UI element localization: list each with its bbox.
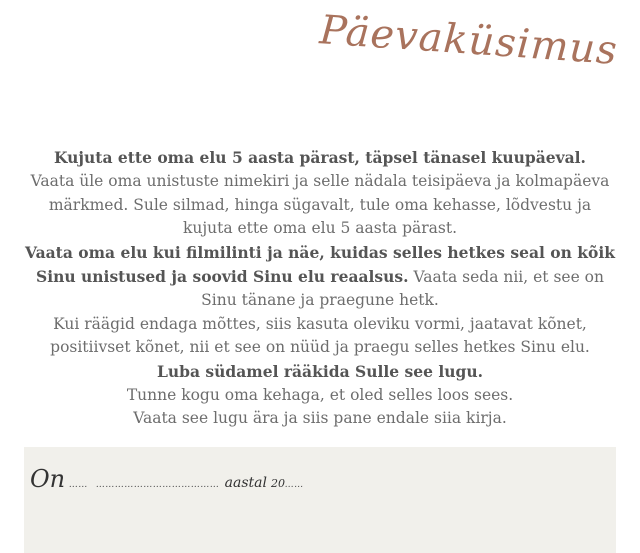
prompt-text [24, 146, 616, 431]
prompt-paragraph-3: Kui räägid endaga mõttes, siis kasuta oleviku vormi, jaatavat kõnet, positiivset kõnet, nii et see on nüüd ja praegu selles hetkes Sinu elu. [50, 314, 590, 357]
on-label: On [30, 465, 66, 493]
day-blank[interactable]: …… [69, 480, 89, 490]
prompt-paragraph-6: Vaata see lugu ära ja siis pane endale siia kirja. [133, 409, 507, 428]
month-blank[interactable]: ………………………………… [96, 480, 220, 490]
prompt-film-text: Vaata seda nii, et see on Sinu tänane ja praegune hetk. [201, 268, 604, 310]
page-title: Päevaküsimus [318, 7, 620, 74]
date-line [30, 465, 304, 493]
prompt-instructions: Vaata üle oma unistuste nimekiri ja selle nädala teisipäeva ja kolmapäeva märkmed. Sule silmad, hinga sügavalt, tule oma kehasse, lõdvestu ja kujuta ette oma elu 5 aasta pärast. [30, 172, 610, 238]
prompt-film-bold: Vaata oma elu kui filmilinti ja näe, kuidas selles hetkes seal on kõik Sinu unistused ja soovid Sinu elu reaalsus. [24, 242, 615, 287]
year-blank[interactable]: …… [284, 480, 304, 490]
year-label: aastal [224, 475, 267, 491]
prompt-heading: Kujuta ette oma elu 5 aasta pärast, täpsel tänasel kuupäeval. [54, 148, 586, 167]
prompt-paragraph-4 [24, 360, 616, 384]
prompt-paragraph-2 [24, 241, 616, 313]
prompt-heart-bold: Luba südamel rääkida Sulle see lugu. [156, 361, 484, 381]
prompt-paragraph-5: Tunne kogu oma kehaga, et oled selles loos sees. [126, 386, 514, 405]
year-prefix: 20 [270, 477, 285, 490]
prompt-paragraph-1 [24, 146, 616, 241]
answer-area[interactable] [24, 447, 616, 553]
